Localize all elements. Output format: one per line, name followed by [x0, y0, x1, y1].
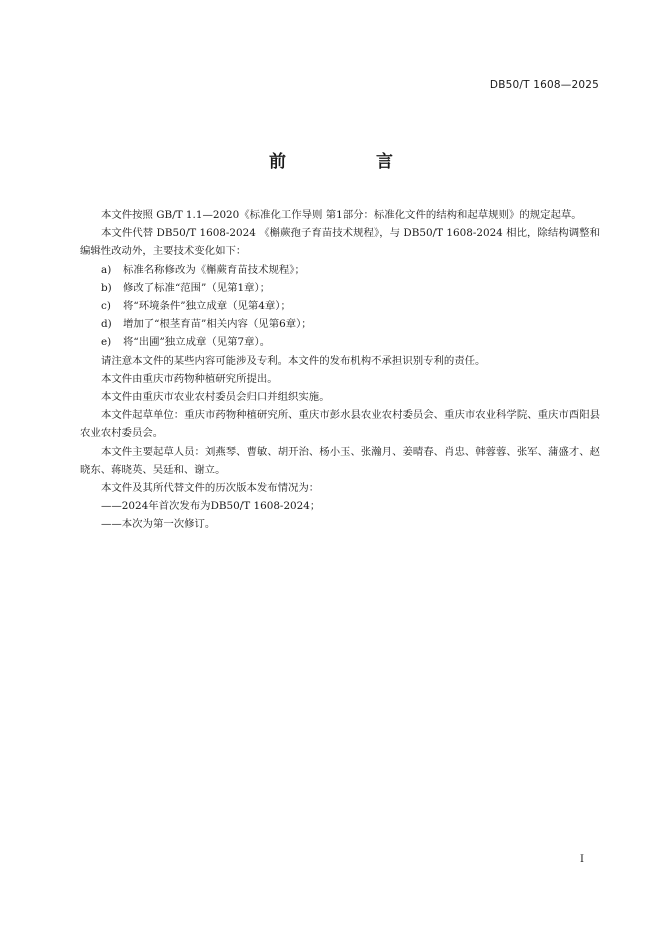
- history-item: ——2024年首次发布为DB50/T 1608-2024；: [101, 500, 321, 513]
- list-item: [80, 279, 600, 297]
- page-number: I: [580, 854, 584, 865]
- replacement-paragraph: 本文件代替 DB50/T 1608-2024 《槲蕨孢子育苗技术规程》，与 DB50/T 1608-2024 相比，除结构调整和编辑性改动外，主要技术变化如下：: [80, 227, 600, 258]
- list-marker: e): [101, 336, 112, 349]
- list-item: [80, 333, 600, 351]
- list-item-text: 将“环境条件”独立成章（见第4章）；: [123, 300, 291, 313]
- version-history-paragraph: 本文件及其所代替文件的历次版本发布情况为：: [101, 482, 320, 495]
- list-marker: b): [101, 281, 112, 294]
- drafting-basis-paragraph: 本文件按照 GB/T 1.1—2020《标准化工作导则 第1部分：标准化文件的结构和起草规则》的规定起草。: [101, 209, 582, 221]
- list-item: [80, 315, 600, 333]
- list-item: [80, 297, 600, 315]
- list-marker: c): [101, 300, 111, 313]
- page-title: 前 言: [269, 152, 435, 172]
- patent-notice-paragraph: 请注意本文件的某些内容可能涉及专利。本文件的发布机构不承担识别专利的责任。: [101, 354, 486, 367]
- list-item-text: 将“出圃”独立成章（见第7章）。: [123, 336, 271, 349]
- history-item: ——本次为第一次修订。: [101, 518, 216, 531]
- administration-paragraph: 本文件由重庆市农业农村委员会归口并组织实施。: [101, 391, 330, 404]
- list-item-text: 修改了标准“范围”（见第1章）；: [123, 281, 271, 294]
- standard-number: DB50/T 1608—2025: [489, 79, 599, 91]
- drafting-units-paragraph: 本文件起草单位：重庆市药物种植研究所、重庆市彭水县农业农村委员会、重庆市农业科学院、重庆市酉阳县农业农村委员会。: [80, 409, 600, 440]
- list-item: [80, 261, 600, 279]
- drafters-paragraph: 本文件主要起草人员：刘燕琴、曹敏、胡开治、杨小玉、张瀚月、姜晴春、肖忠、韩蓉蓉、张军、蒲盛才、赵晓东、蒋晓英、吴廷和、谢立。: [80, 445, 600, 476]
- list-marker: a): [101, 263, 112, 276]
- list-item-text: 增加了“根茎育苗”相关内容（见第6章）；: [123, 318, 312, 331]
- foreword-body: [80, 206, 600, 534]
- proposer-paragraph: 本文件由重庆市药物种植研究所提出。: [101, 372, 278, 385]
- list-marker: d): [101, 318, 112, 331]
- list-item-text: 标准名称修改为《槲蕨育苗技术规程》；: [123, 263, 305, 276]
